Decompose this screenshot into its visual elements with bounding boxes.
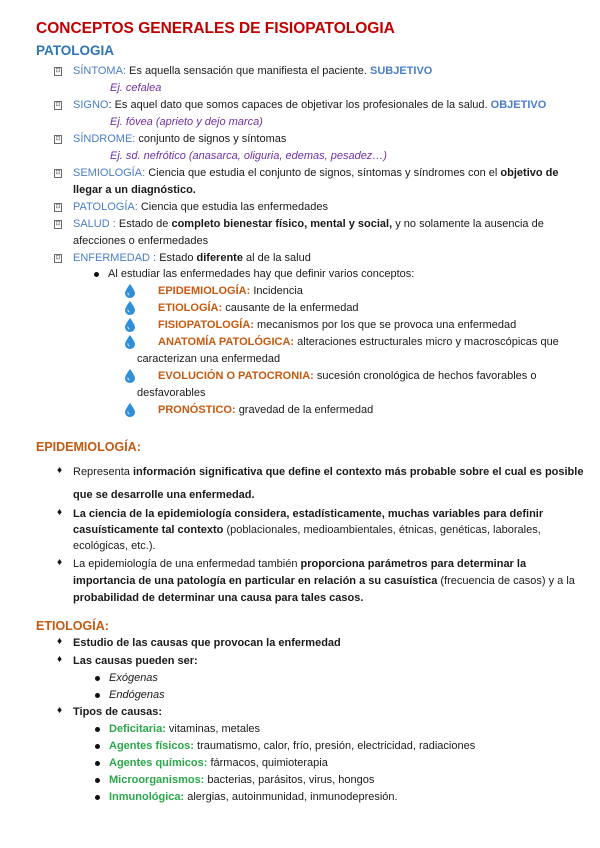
epi-p3-a: La epidemiología de una enfermedad también [73, 558, 298, 570]
epi-p3-b: proporciona parámetros para determinar la [300, 558, 527, 570]
concept-text: gravedad de la enfermedad [238, 404, 374, 416]
epi-p3-d: (frecuencia de casos) y a la [440, 575, 575, 587]
salud-line-1 [73, 217, 544, 231]
type-text: traumatismo, calor, frío, presión, electricidad, radiaciones [197, 740, 476, 752]
bullet-dot-icon [95, 778, 100, 783]
bullet-dot-icon [95, 761, 100, 766]
etio-b2: Las causas pueden ser: [73, 655, 198, 667]
droplet-icon [124, 369, 136, 383]
concept-anatomia-cont: caracterizan una enfermedad [137, 353, 281, 365]
type-term: Agentes químicos: [109, 757, 208, 769]
concept-anatomia [158, 335, 559, 349]
signo-example: Ej. fóvea (aprieto y dejo marca) [110, 116, 263, 128]
sindrome-text: conjunto de signos y síntomas [138, 133, 287, 145]
signo-line [73, 98, 546, 112]
bullet-dot-icon [95, 693, 100, 698]
checkbox-bullet-icon: ⊡ [55, 221, 61, 227]
droplet-icon [124, 403, 136, 417]
checkbox-bullet-icon: ⊡ [55, 255, 61, 261]
diamond-bullet-icon: ♦ [57, 557, 63, 568]
semiologia-term: SEMIOLOGÍA: [73, 167, 146, 179]
sintoma-tag: SUBJETIVO [369, 65, 433, 77]
concept-term: ETIOLOGÍA: [158, 302, 223, 314]
sintoma-text: Es aquella sensación que manifiesta el paciente. [129, 65, 367, 77]
bullet-dot-icon [95, 795, 100, 800]
enfermedad-bold: diferente [196, 252, 243, 264]
concept-text: alteraciones estructurales micro y macroscópicas que [297, 336, 559, 348]
concept-evolucion-cont: desfavorables [137, 387, 206, 399]
type-text: fármacos, quimioterapia [210, 757, 328, 769]
type-text: alergias, autoinmunidad, inmunodepresión. [187, 791, 398, 803]
checkbox-bullet-icon: ⊡ [55, 204, 61, 210]
concept-pronostico [158, 403, 373, 417]
epi-p1-line-1 [73, 465, 583, 479]
droplet-icon [124, 301, 136, 315]
epi-p1-a: Representa [73, 466, 130, 478]
concept-fisiopatologia [158, 318, 516, 332]
bullet-dot-icon [95, 744, 100, 749]
checkbox-bullet-icon: ⊡ [55, 68, 61, 74]
type-text: vitaminas, metales [168, 723, 261, 735]
signo-text: : Es aquel dato que somos capaces de objetivar los profesionales de la salud. [108, 99, 488, 111]
epi-p3-line-2 [73, 574, 575, 588]
concept-etiologia [158, 301, 359, 315]
sintoma-term: SÍNTOMA: [73, 65, 126, 77]
patologia-heading: PATOLOGIA [36, 43, 115, 58]
sindrome-example: Ej. sd. nefrótico (anasarca, oliguria, edemas, pesadez…) [110, 150, 387, 162]
concept-evolucion [158, 369, 536, 383]
salud-text-b: y no solamente la ausencia de [395, 218, 544, 230]
concept-term: ANATOMÍA PATOLÓGICA: [158, 336, 295, 348]
concept-text: Incidencia [253, 285, 303, 297]
type-term: Agentes físicos: [109, 740, 194, 752]
cause-exogenas: Exógenas [109, 672, 158, 684]
patologia-def-term: PATOLOGÍA: [73, 201, 138, 213]
semiologia-text: Ciencia que estudia el conjunto de signos, síntomas y síndromes con el [148, 167, 498, 179]
bullet-dot-icon [94, 272, 99, 277]
type-microorganismos [109, 773, 374, 787]
type-text: bacterias, parásitos, virus, hongos [207, 774, 375, 786]
signo-term: SIGNO [73, 99, 109, 111]
type-term: Deficitaria: [109, 723, 166, 735]
bullet-dot-icon [95, 676, 100, 681]
salud-term: SALUD : [73, 218, 116, 230]
epi-p2-line-1: La ciencia de la epidemiología considera, estadísticamente, muchas variables para definir [73, 508, 544, 520]
bullet-dot-icon [95, 727, 100, 732]
diamond-bullet-icon: ♦ [57, 705, 63, 716]
concept-epidemiologia [158, 284, 303, 298]
diamond-bullet-icon: ♦ [57, 465, 63, 476]
concept-text: mecanismos por los que se provoca una enfermedad [257, 319, 517, 331]
enfermedad-term: ENFERMEDAD : [73, 252, 157, 264]
epi-p3-c: importancia de una patología en particular en relación a su casuística [73, 575, 438, 587]
concept-term: EPIDEMIOLOGÍA: [158, 285, 251, 297]
droplet-icon [124, 335, 136, 349]
epi-p2-b: casuísticamente tal contexto [73, 524, 224, 536]
semiologia-bold-a: objetivo de [500, 167, 559, 179]
diamond-bullet-icon: ♦ [57, 507, 63, 518]
checkbox-bullet-icon: ⊡ [55, 102, 61, 108]
concept-term: EVOLUCIÓN O PATOCRONIA: [158, 370, 314, 382]
enfermedad-text-b: al de la salud [246, 252, 311, 264]
page-title: CONCEPTOS GENERALES DE FISIOPATOLOGIA [36, 20, 395, 37]
etiologia-heading: ETIOLOGÍA: [36, 619, 109, 633]
signo-tag: OBJETIVO [490, 99, 547, 111]
concept-term: PRONÓSTICO: [158, 404, 236, 416]
epi-p2-c: (poblacionales, medioambientales, étnicas, genéticas, laborales, [226, 524, 541, 536]
checkbox-bullet-icon: ⊡ [55, 170, 61, 176]
epi-p3-line-1 [73, 557, 526, 571]
concept-term: FISIOPATOLOGÍA: [158, 319, 254, 331]
type-term: Inmunológica: [109, 791, 185, 803]
checkbox-bullet-icon: ⊡ [55, 136, 61, 142]
droplet-icon [124, 284, 136, 298]
sintoma-line [73, 64, 432, 78]
diamond-bullet-icon: ♦ [57, 654, 63, 665]
type-term: Microorganismos: [109, 774, 205, 786]
semiologia-line-1 [73, 166, 558, 180]
diamond-bullet-icon: ♦ [57, 636, 63, 647]
salud-line-2: afecciones o enfermedades [73, 235, 209, 247]
etio-b1: Estudio de las causas que provocan la enfermedad [73, 637, 341, 649]
enfermedad-line [73, 251, 311, 265]
salud-bold-a: completo bienestar físico, mental y social, [171, 218, 393, 230]
epi-p2-line-3: ecológicas, etc.). [73, 540, 156, 552]
droplet-icon [124, 318, 136, 332]
semiologia-line-2: llegar a un diagnóstico. [73, 184, 196, 196]
patologia-def-line [73, 200, 328, 214]
type-quimicos [109, 756, 328, 770]
patologia-def-text: Ciencia que estudia las enfermedades [140, 201, 328, 213]
concept-text: sucesión cronológica de hechos favorables o [316, 370, 537, 382]
type-inmunologica [109, 790, 398, 804]
epi-p1-line-2: que se desarrolle una enfermedad. [73, 489, 255, 501]
type-deficitaria [109, 722, 260, 736]
sintoma-example: Ej. cefalea [110, 82, 162, 94]
cause-endogenas: Endógenas [109, 689, 165, 701]
epi-p3-line-3: probabilidad de determinar una causa para tales casos. [73, 592, 364, 604]
epi-p1-b: información significativa que define el contexto más probable sobre el cual es posible [132, 466, 584, 478]
concept-text: causante de la enfermedad [225, 302, 359, 314]
salud-text-a: Estado de [118, 218, 169, 230]
etio-b3: Tipos de causas: [73, 706, 163, 718]
sindrome-term: SÍNDROME: [73, 133, 136, 145]
epi-p2-line-2 [73, 523, 541, 537]
enfermedad-text-a: Estado [159, 252, 194, 264]
epidemiologia-heading: EPIDEMIOLOGÍA: [36, 440, 141, 454]
subintro: Al estudiar las enfermedades hay que definir varios conceptos: [108, 268, 415, 280]
sindrome-line [73, 132, 286, 146]
type-fisicos [109, 739, 475, 753]
